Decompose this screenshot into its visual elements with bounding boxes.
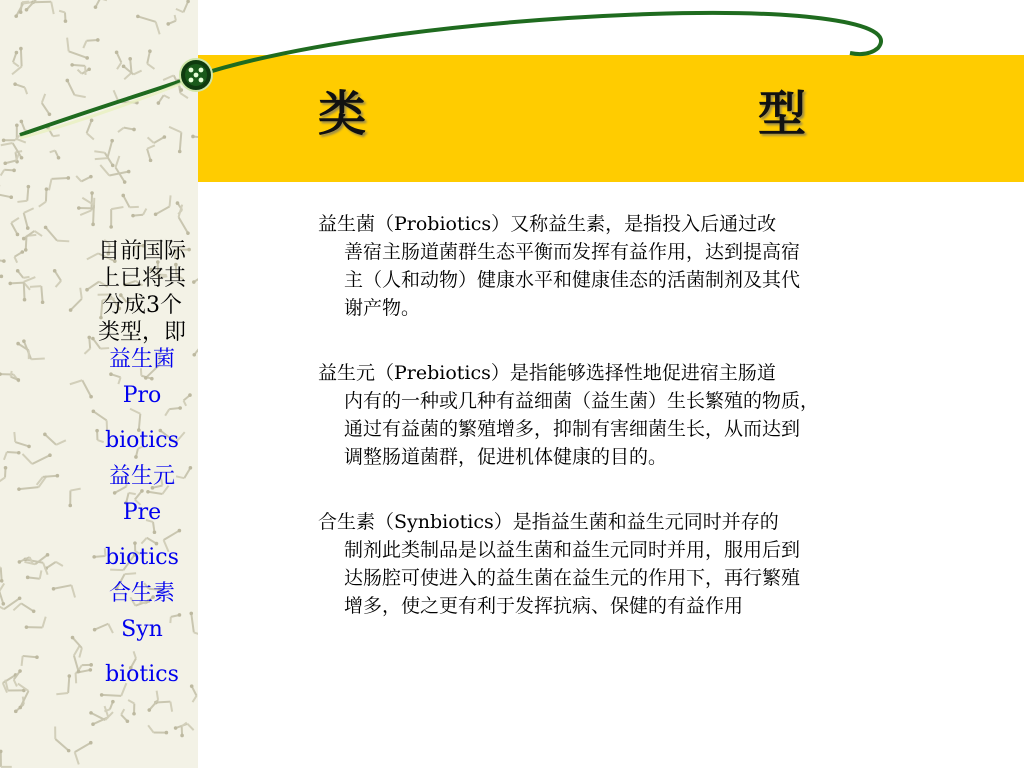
main-content [318,210,988,657]
paragraph-probiotics: 益生菌（Probiotics）又称益生素，是指投入后通过改 善宿主肠道菌群生态平衡而发挥有益作用，达到提高宿 主（人和动物）健康水平和健康佳态的活菌制剂及其代 谢产物。 [318,213,801,319]
sidebar-summary [84,238,200,697]
paragraph-prebiotics: 益生元（Prebiotics）是指能够选择性地促进宿主肠道 内有的一种或几种有益细菌（益生菌）生长繁殖的物质， 通过有益菌的繁殖增多，抑制有害细菌生长，从而达到 调整肠道菌群，促进机体健康的目的。 [318,362,820,468]
type-synbiotics-cn: 合生素 [108,581,175,606]
bullet-orb-icon [180,59,212,91]
type-prebiotics-cn: 益生元 [108,464,175,489]
type-prebiotics-en-2: biotics [105,545,179,570]
swoosh-highlight [20,80,190,138]
sidebar-intro-line: 分成3个 [102,293,182,318]
sidebar-intro-line: 目前国际 [97,239,186,264]
title-char-1: 类 [318,86,367,142]
type-synbiotics-en-2: biotics [105,662,179,687]
title-char-2: 型 [758,86,807,142]
sidebar-intro-line: 上已将其 [97,266,186,291]
type-probiotics-en-1: Pro [122,383,162,408]
type-probiotics-cn: 益生菌 [108,347,175,372]
sidebar-intro-line: 类型，即 [97,320,186,345]
swoosh-curve [20,13,881,135]
paragraph-synbiotics: 合生素（Synbiotics）是指益生菌和益生元同时并存的 制剂此类制品是以益生菌和益生元同时并用，服用后到 达肠腔可使进入的益生菌在益生元的作用下，再行繁殖 增多，使之更有利于发挥抗病、保健的有益作用 [318,511,801,617]
type-probiotics-en-2: biotics [105,428,179,453]
type-prebiotics-en-1: Pre [122,500,162,525]
type-synbiotics-en-1: Syn [121,617,163,642]
